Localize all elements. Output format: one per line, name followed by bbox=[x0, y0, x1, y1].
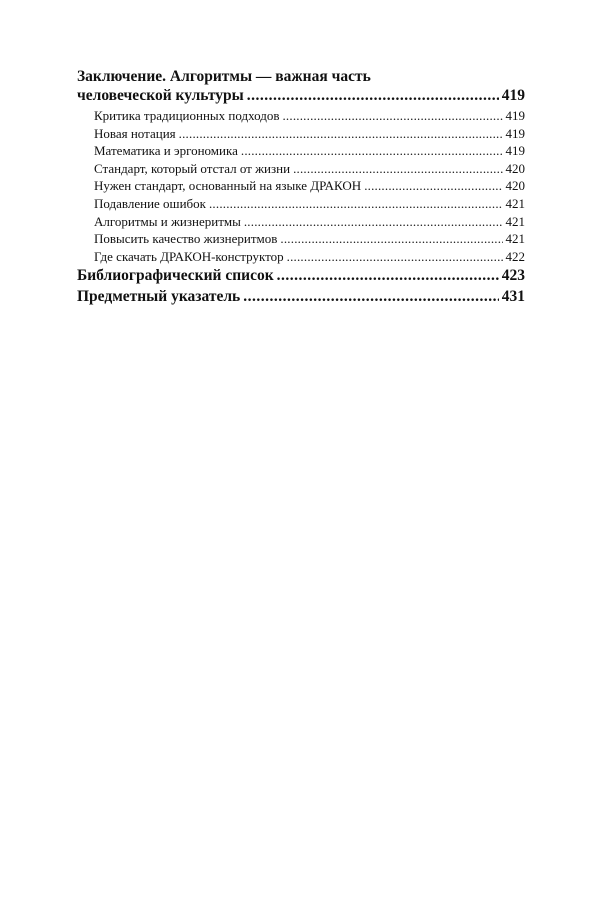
dot-leader bbox=[277, 265, 499, 286]
toc-section bbox=[77, 248, 525, 266]
section-title: Новая нотация bbox=[94, 125, 176, 141]
entry-title: Библиографический список bbox=[77, 267, 274, 285]
toc-section bbox=[77, 107, 525, 125]
section-title: Где скачать ДРАКОН-конструктор bbox=[94, 248, 284, 264]
toc-section bbox=[77, 195, 525, 213]
page-number: 419 bbox=[505, 108, 525, 123]
dot-leader bbox=[244, 213, 503, 231]
toc-section bbox=[77, 213, 525, 231]
page-number: 419 bbox=[501, 87, 525, 104]
chapter-title-row bbox=[77, 86, 525, 105]
toc-section bbox=[77, 230, 525, 248]
chapter-title-line2: человеческой культуры bbox=[77, 87, 244, 104]
section-title: Подавление ошибок bbox=[94, 195, 206, 211]
toc-section bbox=[77, 142, 525, 160]
dot-leader bbox=[241, 142, 503, 160]
section-title: Математика и эргономика bbox=[94, 143, 238, 159]
page-number: 420 bbox=[505, 160, 525, 176]
page-number: 420 bbox=[505, 178, 525, 194]
toc-entry-index bbox=[77, 286, 525, 307]
dot-leader bbox=[293, 160, 502, 178]
section-title: Алгоритмы и жизнеритмы bbox=[94, 213, 241, 229]
toc-entry-bibliography bbox=[77, 265, 525, 286]
page-number: 421 bbox=[505, 213, 525, 229]
dot-leader bbox=[243, 286, 499, 307]
toc-chapter bbox=[77, 68, 525, 105]
toc-section bbox=[77, 177, 525, 195]
page-number: 422 bbox=[505, 248, 525, 264]
dot-leader bbox=[209, 195, 503, 213]
page-number: 419 bbox=[505, 125, 525, 141]
page-number: 419 bbox=[505, 143, 525, 159]
dot-leader bbox=[287, 248, 503, 266]
dot-leader bbox=[179, 125, 503, 143]
toc-section bbox=[77, 160, 525, 178]
dot-leader bbox=[280, 230, 502, 248]
page-number: 421 bbox=[505, 231, 525, 247]
toc-section bbox=[77, 125, 525, 143]
section-title: Критика традиционных подходов bbox=[94, 108, 280, 123]
table-of-contents bbox=[77, 68, 525, 307]
section-title: Повысить качество жизнеритмов bbox=[94, 231, 278, 247]
dot-leader bbox=[247, 86, 499, 105]
chapter-title-line1: Заключение. Алгоритмы — важная часть bbox=[77, 68, 371, 85]
dot-leader bbox=[282, 107, 502, 125]
entry-title: Предметный указатель bbox=[77, 288, 241, 306]
page-number: 431 bbox=[501, 288, 525, 306]
section-title: Нужен стандарт, основанный на языке ДРАКОН bbox=[94, 178, 362, 194]
dot-leader bbox=[364, 177, 502, 195]
page-number: 423 bbox=[501, 267, 525, 285]
page-number: 421 bbox=[505, 195, 525, 211]
section-title: Стандарт, который отстал от жизни bbox=[94, 160, 291, 176]
